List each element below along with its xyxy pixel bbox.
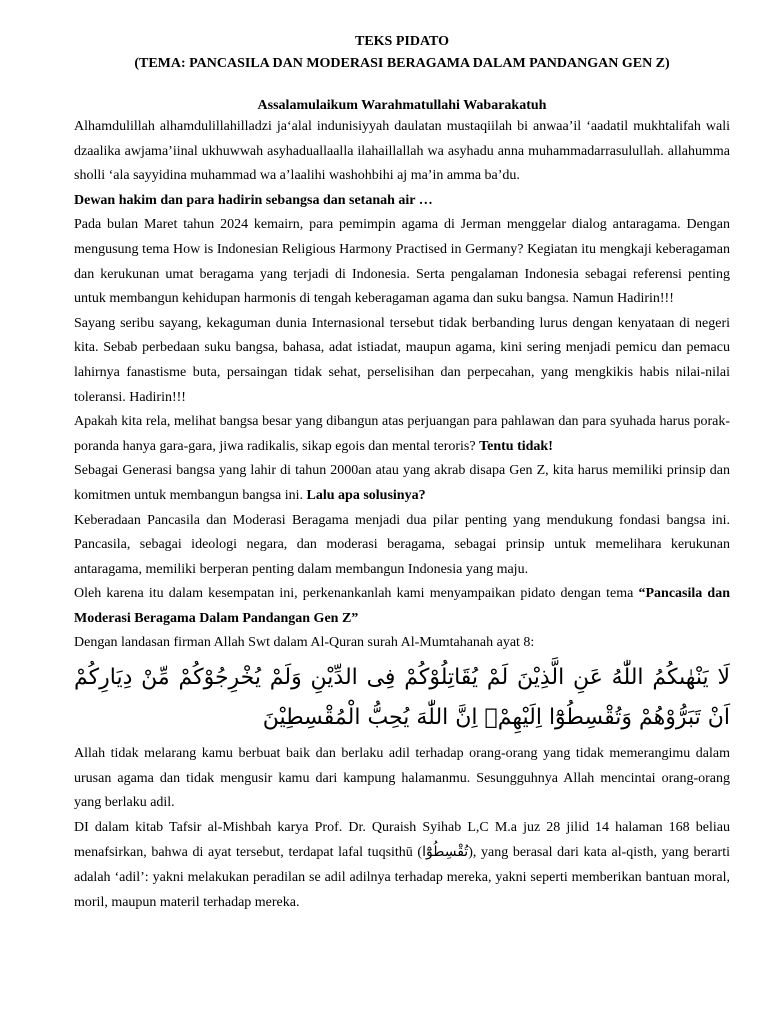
paragraph-dialog: Pada bulan Maret tahun 2024 kemairn, para pemimpin agama di Jerman menggelar dialog antaragama. Dengan mengusung tema How is Indonesian Religious Harmony Practised in Germany? Kegiatan itu mengkaji keberagaman dan kerukunan umat beragama yang terjadi di Indonesia. Serta pengalaman Indonesia sebagai referensi penting untuk membangun kehidupan harmonis di tengah keberagaman agama dan suku bangsa. Namun Hadirin!!! bbox=[74, 217, 730, 307]
paragraph-reality: Sayang seribu sayang, kekaguman dunia Internasional tersebut tidak berbanding lurus dengan kenyataan di negeri kita. Sebab perbedaan suku bangsa, bahasa, adat istiadat, maupun agama, kini sering menjadi pemicu dan pemacu lahirnya fanastisme buta, persaingan tidak sehat, perselisihan dan perpecahan, yang mengkikis habis nilai-nilai toleransi. Hadirin!!! bbox=[74, 315, 730, 405]
verse-translation: Allah tidak melarang kamu berbuat baik dan berlaku adil terhadap orang-orang yang tidak memerangimu dalam urusan agama dan tidak mengusir kamu dari kampung halamanmu. Sesungguhnya Allah mencintai orang-orang yang berlaku adil. bbox=[74, 746, 730, 811]
paragraph-theme-text: Oleh karena itu dalam kesempatan ini, perkenankanlah kami menyampaikan pidato dengan tema bbox=[74, 586, 639, 602]
paragraph-question-answer: Tentu tidak! bbox=[479, 438, 553, 454]
speech-theme: “Pancasila dan Moderasi Beragama Dalam Pandangan Gen Z” bbox=[74, 586, 730, 626]
opening-paragraph: Alhamdulillah alhamdulillahilladzi ja‘alal indunisiyyah daulatan mustaqiilah bi anwaa’il ‘aadatil mukhtalifah wali dzaalika awjama’iinal ukhuwwah asyhaduallaalla ilahaillallah wa asyhadu anna muhammadarrasulullah. allahumma sholli ‘ala sayyidina muhammad wa a’laalihi washohbihi aj ma’in amma ba’du. bbox=[74, 119, 730, 184]
paragraph-question-text: Apakah kita rela, melihat bangsa besar yang dibangun atas perjuangan para pahlawan dan para syuhada harus porak-poranda hanya gara-gara, jiwa radikalis, sikap egois dan mental teroris? bbox=[74, 414, 730, 454]
paragraph-genz-question: Lalu apa solusinya? bbox=[306, 487, 426, 503]
paragraph-tafsir-before: DI dalam kitab Tafsir al-Mishbah karya Prof. Dr. Quraish Syihab L,C M.a juz 28 jilid 14 halaman 168 beliau menafsirkan, bahwa di ayat tersebut, terdapat lafal tuqsithū ( bbox=[74, 819, 730, 861]
paragraph-tafsir bbox=[74, 816, 730, 915]
paragraph-genz bbox=[74, 459, 730, 508]
greeting: Assalamulaikum Warahmatullahi Wabarakatuh bbox=[257, 98, 547, 113]
address-line: Dewan hakim dan para hadirin sebangsa dan setanah air … bbox=[74, 192, 433, 208]
paragraph-genz-text: Sebagai Generasi bangsa yang lahir di tahun 2000an atau yang akrab disapa Gen Z, kita harus memiliki prinsip dan komitmen untuk membangun bangsa ini. bbox=[74, 463, 730, 503]
paragraph-theme bbox=[74, 582, 730, 631]
document-title: TEKS PIDATO bbox=[354, 34, 449, 49]
paragraph-question bbox=[74, 410, 730, 459]
tafsir-arabic-word: تُقْسِطُوْٓا bbox=[422, 844, 469, 861]
paragraph-pillars: Keberadaan Pancasila dan Moderasi Beragama menjadi dua pilar penting yang mendukung fondasi bangsa ini. Pancasila, sebagai ideologi negara, dan moderasi beragama, sebagai prinsip untuk memelihara kerukunan antaragama, memiliki berperan penting dalam membangun Indonesia yang maju. bbox=[74, 512, 730, 577]
paragraph-verse-intro: Dengan landasan firman Allah Swt dalam Al-Quran surah Al-Mumtahanah ayat 8: bbox=[74, 635, 535, 651]
arabic-verse: لَا يَنْهٰىكُمُ اللّٰهُ عَنِ الَّذِيْنَ لَمْ يُقَاتِلُوْكُمْ فِى الدِّيْنِ وَلَمْ يُخْرِجُوْكُمْ مِّنْ دِيَارِكُمْ اَنْ تَبَرُّوْهُمْ وَتُقْسِطُوْٓا اِلَيْهِمْۗ اِنَّ اللّٰهَ يُحِبُّ الْمُقْسِطِيْنَ bbox=[74, 665, 730, 731]
paragraph-tafsir-after: ), yang berasal dari kata al-qisth, yang berarti adalah ‘adil’: yakni melakukan peradilan se adil adilnya terhadap mereka, yakni seperti memberikan bantuan moral, moril, maupun materil terhadap mereka. bbox=[74, 845, 730, 910]
document-subtitle: (TEMA: PANCASILA DAN MODERASI BERAGAMA DALAM PANDANGAN GEN Z) bbox=[134, 56, 670, 71]
